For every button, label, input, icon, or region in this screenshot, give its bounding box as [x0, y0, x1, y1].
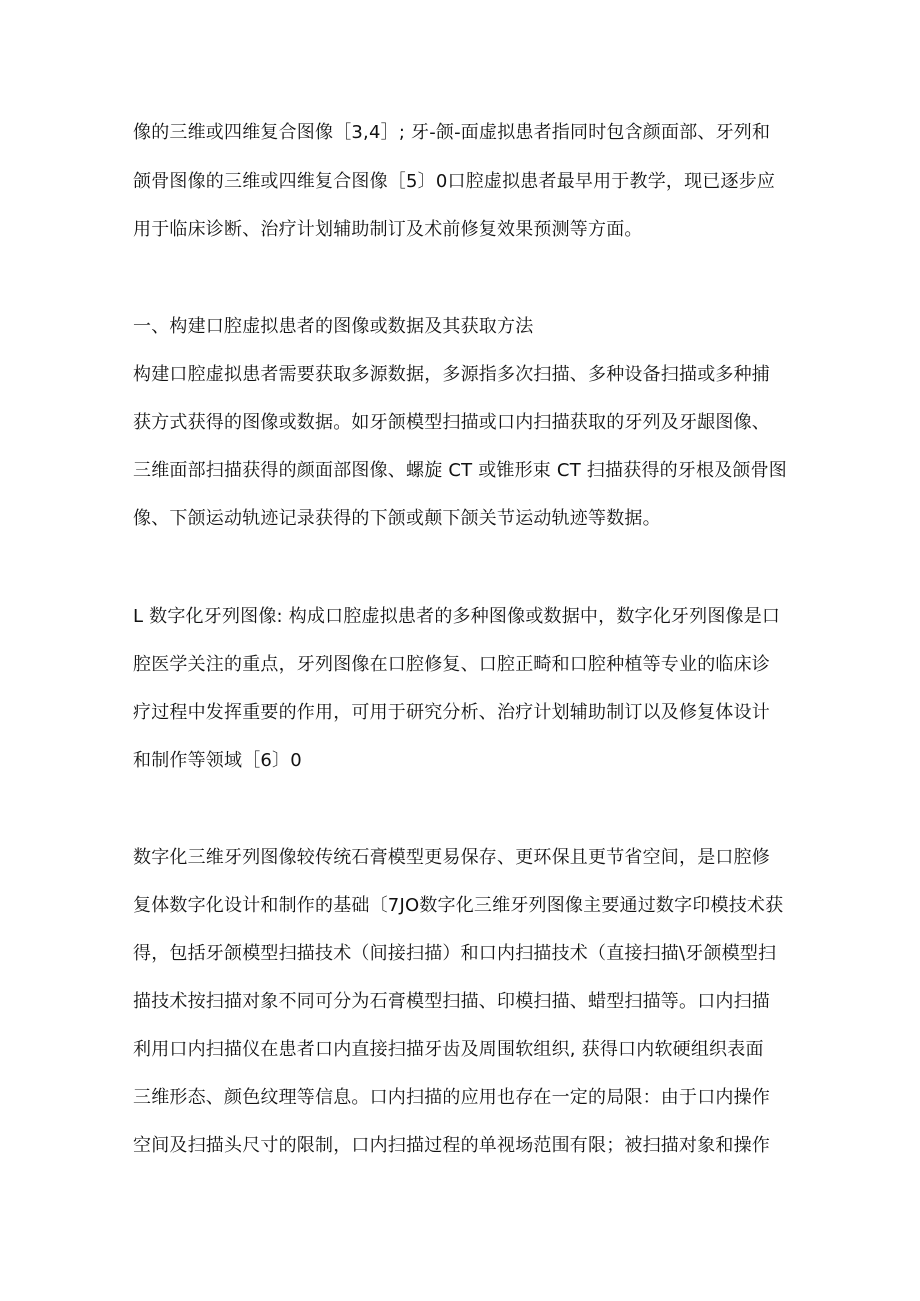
paragraph-3-line-2: 腔医学关注的重点，牙列图像在口腔修复、口腔正畸和口腔种植等专业的临床诊 — [133, 654, 770, 675]
paragraph-2-line-2: 获方式获得的图像或数据。如牙颌模型扫描或口内扫描获取的牙列及牙龈图像、 — [133, 412, 770, 433]
paragraph-4-line-6: 三维形态、颜色纹理等信息。口内扫描的应用也存在一定的局限：由于口内操作 — [133, 1087, 770, 1108]
paragraph-2-line-3: 三维面部扫描获得的颜面部图像、螺旋 CT 或锥形束 CT 扫描获得的牙根及颌骨图 — [133, 460, 788, 481]
paragraph-4-line-7: 空间及扫描头尺寸的限制，口内扫描过程的单视场范围有限；被扫描对象和操作 — [133, 1135, 770, 1156]
paragraph-3-line-3: 疗过程中发挥重要的作用，可用于研究分析、治疗计划辅助制订以及修复体设计 — [133, 702, 770, 723]
paragraph-4-line-2: 复体数字化设计和制作的基础〔7JO数字化三维牙列图像主要通过数字印模技术获 — [133, 895, 784, 916]
paragraph-1-line-2: 颌骨图像的三维或四维复合图像［5〕0口腔虚拟患者最早用于教学，现已逐步应 — [133, 171, 776, 192]
paragraph-4-line-5: 利用口内扫描仪在患者口内直接扫描牙齿及周围软组织, 获得口内软硬组织表面 — [133, 1039, 764, 1060]
section-heading: 一、构建口腔虚拟患者的图像或数据及其获取方法 — [133, 316, 534, 337]
paragraph-4-line-1: 数字化三维牙列图像较传统石膏模型更易保存、更环保且更节省空间，是口腔修 — [133, 847, 770, 868]
paragraph-4-line-4: 描技术按扫描对象不同可分为石膏模型扫描、印模扫描、蜡型扫描等。口内扫描 — [133, 991, 770, 1012]
paragraph-2-line-4: 像、下颌运动轨迹记录获得的下颌或颠下颌关节运动轨迹等数据。 — [133, 508, 661, 529]
paragraph-2-line-1: 构建口腔虚拟患者需要获取多源数据，多源指多次扫描、多种设备扫描或多种捕 — [133, 364, 770, 385]
paragraph-3-line-1: L 数字化牙列图像: 构成口腔虚拟患者的多种图像或数据中，数字化牙列图像是口 — [133, 606, 781, 627]
paragraph-1-line-3: 用于临床诊断、治疗计划辅助制订及术前修复效果预测等方面。 — [133, 219, 643, 240]
paragraph-1-line-1: 像的三维或四维复合图像［3,4］; 牙-颌-面虚拟患者指同时包含颜面部、牙列和 — [133, 122, 771, 143]
paragraph-4-line-3: 得，包括牙颌模型扫描技术（间接扫描）和口内扫描技术（直接扫描\牙颌模型扫 — [133, 943, 777, 964]
paragraph-3-line-4: 和制作等领域［6〕0 — [133, 750, 302, 771]
